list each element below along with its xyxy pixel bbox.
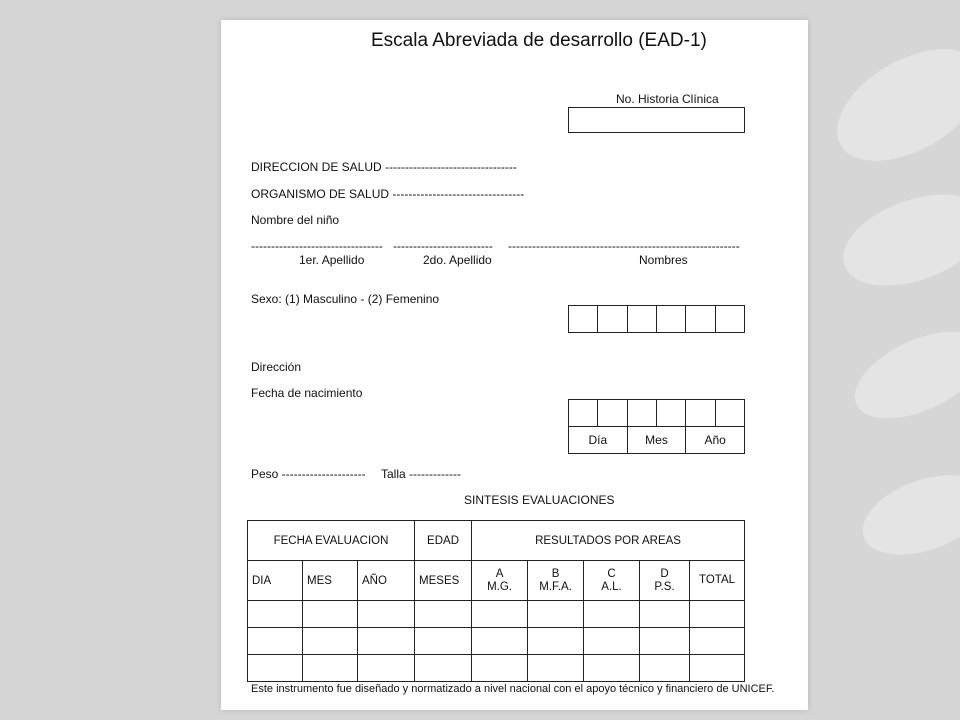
document-title: Escala Abreviada de desarrollo (EAD-1)	[371, 30, 707, 51]
sexo-boxes	[568, 305, 745, 333]
fecha-evaluacion-header: FECHA EVALUACION	[248, 521, 415, 561]
direccion-salud-field: DIRECCION DE SALUD ---------------------------------	[251, 160, 517, 174]
nombre-nino-label: Nombre del niño	[251, 213, 340, 227]
dia-label: Día	[569, 427, 628, 453]
organismo-salud-field: ORGANISMO DE SALUD ---------------------------------	[251, 187, 525, 201]
sexo-field: Sexo: (1) Masculino - (2) Femenino	[251, 292, 440, 306]
sintesis-title: SINTESIS EVALUACIONES	[464, 493, 615, 507]
historia-clinica-label: No. Historia Clínica	[616, 92, 719, 106]
background-leaf	[852, 460, 960, 570]
col-d: D P.S.	[640, 561, 690, 601]
edad-header: EDAD	[415, 521, 472, 561]
fecha-nacimiento-boxes	[568, 399, 745, 427]
background-leaf	[818, 26, 960, 184]
resultados-header: RESULTADOS POR AREAS	[472, 521, 745, 561]
direccion-label: Dirección	[251, 360, 302, 374]
col-c: C A.L.	[584, 561, 640, 601]
apellido1-label: 1er. Apellido	[299, 253, 365, 267]
fecha-nacimiento-label: Fecha de nacimiento	[251, 386, 363, 400]
col-total: TOTAL	[690, 561, 745, 601]
footer-note: Este instrumento fue diseñado y normatizado a nivel nacional con el apoyo técnico y financiero de UNICEF.	[251, 683, 775, 695]
col-b: B M.F.A.	[528, 561, 584, 601]
evaluations-table	[247, 520, 745, 682]
apellido2-label: 2do. Apellido	[423, 253, 492, 267]
col-ano: AÑO	[358, 561, 415, 601]
table-row	[248, 601, 745, 628]
dash-line: ---------------------------------	[251, 239, 383, 253]
table-row	[248, 628, 745, 655]
nombres-label: Nombres	[639, 253, 688, 267]
background-leaf	[831, 177, 960, 303]
talla-field: Talla -------------	[381, 467, 461, 481]
fecha-labels-box	[568, 426, 745, 454]
table-row	[248, 655, 745, 682]
dash-line: ----------------------------------------------------------	[508, 239, 740, 253]
peso-field: Peso ---------------------	[251, 467, 366, 481]
mes-label: Mes	[628, 427, 687, 453]
document-page	[221, 20, 808, 710]
historia-clinica-box	[568, 107, 745, 133]
col-mes: MES	[303, 561, 358, 601]
col-meses: MESES	[415, 561, 472, 601]
ano-label: Año	[704, 433, 726, 447]
dash-line: -------------------------	[393, 239, 493, 253]
background-leaf	[842, 314, 960, 437]
col-dia: DIA	[248, 561, 303, 601]
col-a: A M.G.	[472, 561, 528, 601]
